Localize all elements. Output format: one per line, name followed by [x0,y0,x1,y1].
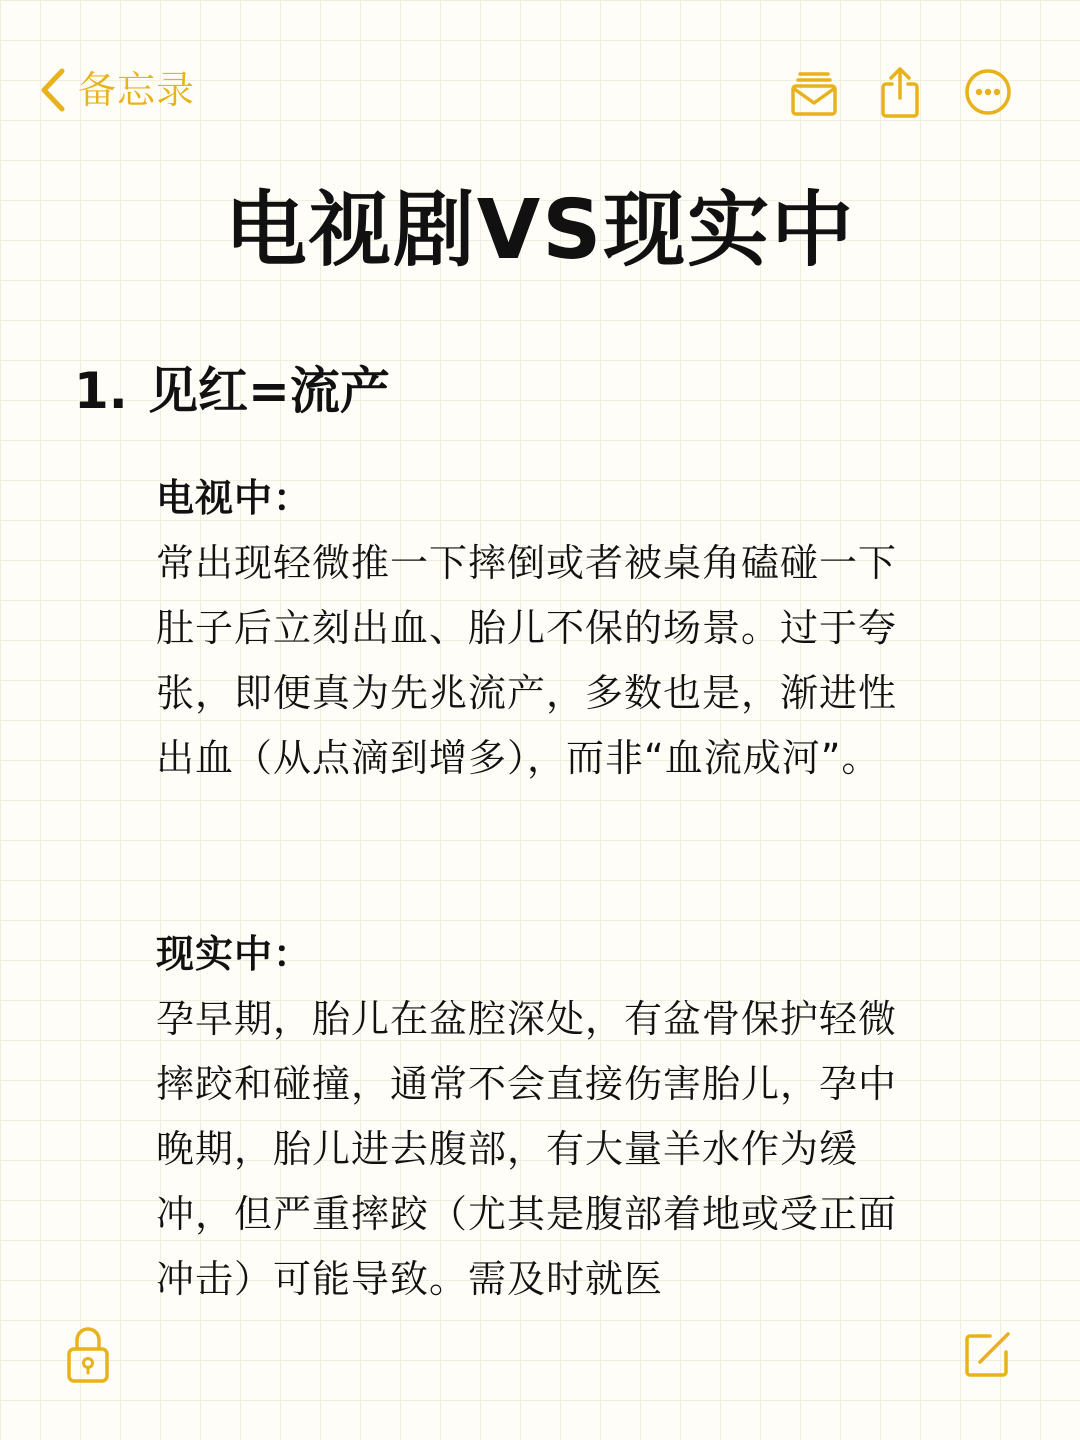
reality-text: 孕早期，胎儿在盆腔深处，有盆骨保护轻微摔跤和碰撞，通常不会直接伤害胎儿，孕中晚期，胎儿进去腹部，有大量羊水作为缓冲，但严重摔跤（尤其是腹部着地或受正面冲击）可能导致。需及时就医 [156,997,898,1301]
share-icon [874,64,926,120]
share-button[interactable] [872,64,928,120]
tv-block [156,466,926,791]
reality-label: 现实中： [156,932,313,976]
section-heading [74,356,390,426]
mail-button[interactable] [786,64,842,120]
compose-button[interactable] [958,1324,1018,1388]
more-button[interactable] [960,64,1016,120]
top-bar [0,0,1080,180]
back-label: 备忘录 [78,68,196,112]
note-title: 电视剧VS现实中 [224,183,856,278]
reality-block [156,922,926,1312]
compose-icon [960,1326,1016,1386]
more-icon [962,66,1014,118]
mail-icon [788,66,840,118]
tv-text: 常出现轻微推一下摔倒或者被桌角磕碰一下肚子后立刻出血、胎儿不保的场景。过于夸张，即便真为先兆流产，多数也是，渐进性出血（从点滴到增多），而非“血流成河”。 [156,541,898,780]
chevron-left-icon [38,67,68,113]
lock-button[interactable] [58,1324,118,1388]
section-heading-text: 见红=流产 [148,362,390,420]
section-number: 1. [74,362,128,420]
tv-label: 电视中： [156,476,313,520]
back-button[interactable] [38,62,195,118]
lock-icon [64,1323,112,1389]
